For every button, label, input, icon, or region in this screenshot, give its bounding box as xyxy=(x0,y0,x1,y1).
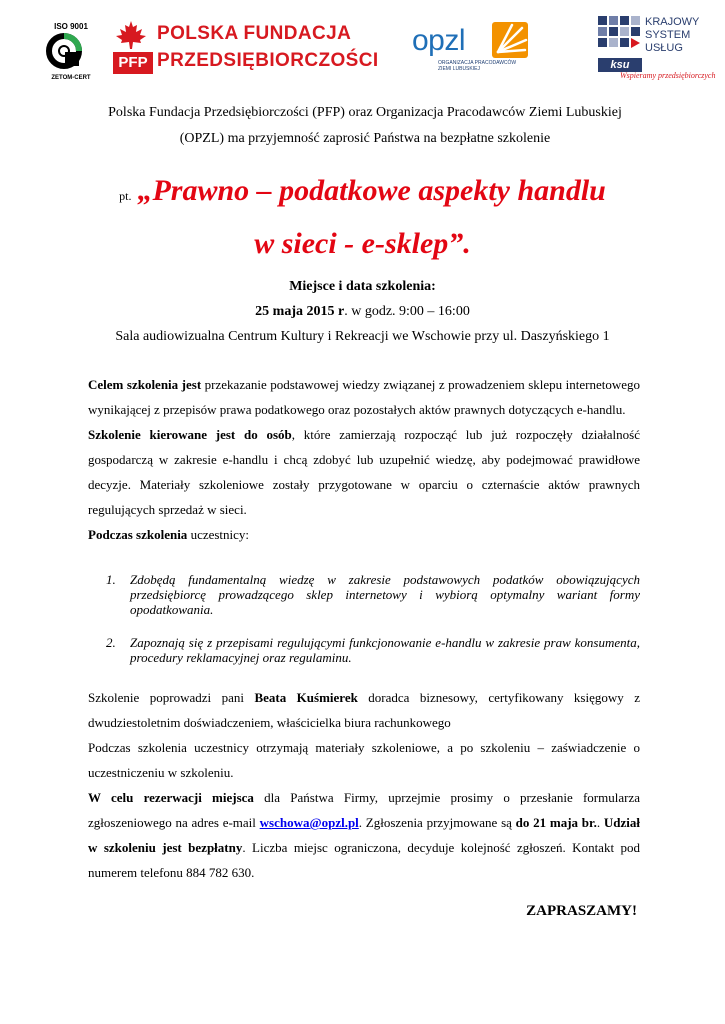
iso-logo xyxy=(45,22,97,90)
logo-header xyxy=(0,0,725,90)
trainer-intro: Szkolenie poprowadzi pani xyxy=(88,690,255,705)
venue: Sala audiowizualna Centrum Kultury i Rekreacji we Wschowie przy ul. Daszyńskiego 1 xyxy=(115,329,610,344)
place-heading: Miejsce i data szkolenia: xyxy=(289,279,436,294)
pfp-name-line1: POLSKA FUNDACJA xyxy=(157,23,352,44)
sun-icon xyxy=(492,20,532,60)
ksu-grid-icon xyxy=(598,16,642,56)
opzl-sub-line2: ZIEMI LUBUSKIEJ xyxy=(438,66,480,72)
list-item-text: Zapoznają się z przepisami regulującymi funkcjonowanie e-handlu w zakresie praw konsumenta, procedury reklamacyjnej oraz regulaminu. xyxy=(130,635,640,665)
outcomes-list xyxy=(106,572,640,665)
ksu-name xyxy=(645,16,699,55)
intro-line1: Polska Fundacja Przedsiębiorczości (PFP) oraz Organizacja Pracodawców Ziemi Lubuskiej xyxy=(108,105,622,120)
opzl-sub-line1: ORGANIZACJA PRACODAWCÓW xyxy=(438,60,517,66)
materials-paragraph: Podczas szkolenia uczestnicy otrzymają materiały szkoleniowe, a po szkoleniu – zaświadczenie o uczestniczeniu w szkoleniu. xyxy=(88,740,640,780)
trainer-bio: doradca biznesowy, certyfikowany księgowy z dwudziestoletnim doświadczeniem, właścicielka biura rachunkowego xyxy=(88,690,641,730)
ksu-slogan: Wspieramy przedsiębiorczych xyxy=(620,71,716,80)
participants-text: uczestnicy: xyxy=(187,527,250,542)
description xyxy=(88,372,640,547)
training-time: . w godz. 9:00 – 16:00 xyxy=(344,304,470,319)
participants-lead: Podczas szkolenia xyxy=(88,527,188,542)
audience-text: , które zamierzają rozpocząć lub już rozpoczęły działalność gospodarczą w zakresie e-handlu i chcą zdobyć lub uzupełnić wiedzę, aby podejmować prawidłowe decyzje. Materiały szkoleniowe zostały przygotowane w oparciu o czternaście aktów prawnych regulujących sprzedaż w sieci. xyxy=(88,427,641,517)
list-item-text: Zdobędą fundamentalną wiedzę w zakresie podstawowych podatków obowiązujących przedsiębiorcę prowadzącego sklep internetowy i wybiorą optymalny wariant formy opodatkowania. xyxy=(130,572,640,617)
list-item-number: 2. xyxy=(106,635,116,650)
list-item-number: 1. xyxy=(106,572,116,587)
list-item xyxy=(106,635,640,665)
iso-cert-label: ZETOM-CERT xyxy=(51,75,91,81)
deadline-intro: . Zgłoszenia przyjmowane są xyxy=(358,815,516,830)
maple-leaf-icon xyxy=(115,20,147,50)
contact-text: . Liczba miejsc ograniczona, decyduje kolejność zgłoszeń. Kontakt pod numerem telefonu 884 782 630. xyxy=(88,840,640,880)
goal-text: przekazanie podstawowej wiedzy związanej z prowadzeniem sklepu internetowego wynikającej z przepisów prawa podatkowego oraz pozostałych aktów prawnych dotyczących e-handlu. xyxy=(88,377,641,417)
free-participation: Udział w szkoleniu jest bezpłatny xyxy=(88,815,640,855)
ksu-name-line1: KRAJOWY xyxy=(645,16,700,28)
list-item xyxy=(106,572,640,617)
intro-text xyxy=(60,100,670,152)
opzl-subtitle xyxy=(438,60,516,72)
ksu-name-line3: USŁUG xyxy=(645,42,683,54)
ksu-name-line2: SYSTEM xyxy=(645,29,691,41)
opzl-logo xyxy=(412,18,537,78)
pfp-abbr: PFP xyxy=(113,52,153,74)
email-link[interactable]: wschowa@opzl.pl xyxy=(259,815,359,830)
closing-invitation: ZAPRASZAMY! xyxy=(526,903,637,919)
reservation-lead: W celu rezerwacji miejsca xyxy=(88,790,254,805)
iso-label: ISO 9001 xyxy=(54,22,88,31)
pfp-logo xyxy=(113,20,379,76)
participants-paragraph xyxy=(88,522,640,547)
title-line1 xyxy=(0,172,725,215)
deadline: do 21 maja br. xyxy=(515,815,597,830)
reservation-text: dla Państwa Firmy, uprzejmie prosimy o przesłanie formularza zgłoszeniowego na adres e-mail xyxy=(88,790,640,830)
trainer-paragraph xyxy=(88,685,640,735)
opzl-wordmark: opzl xyxy=(412,24,466,57)
place-and-date xyxy=(40,274,685,349)
goal-lead: Celem szkolenia jest xyxy=(88,377,202,392)
ksu-logo xyxy=(598,16,716,82)
title-line2: w sieci - e-sklep”. xyxy=(254,227,471,260)
trainer-name: Beata Kuśmierek xyxy=(254,690,358,705)
goal-paragraph xyxy=(88,372,640,422)
separator: . xyxy=(596,815,604,830)
ksu-abbr: ksu xyxy=(598,58,642,72)
intro-line2: (OPZL) ma przyjemność zaprosić Państwa na bezpłatne szkolenie xyxy=(179,131,551,146)
pfp-name-line2: PRZEDSIĘBIORCZOŚCI xyxy=(157,50,379,71)
iso-ring-icon xyxy=(45,32,83,70)
reservation-paragraph xyxy=(88,785,640,885)
audience-paragraph xyxy=(88,422,640,522)
training-date: 25 maja 2015 r xyxy=(255,304,345,319)
date-line xyxy=(40,299,685,324)
details xyxy=(88,685,640,885)
title-prefix: pt. xyxy=(119,189,132,203)
audience-lead: Szkolenie kierowane jest do osób xyxy=(88,427,292,442)
title-line1-text: „Prawno – podatkowe aspekty handlu xyxy=(137,174,606,207)
